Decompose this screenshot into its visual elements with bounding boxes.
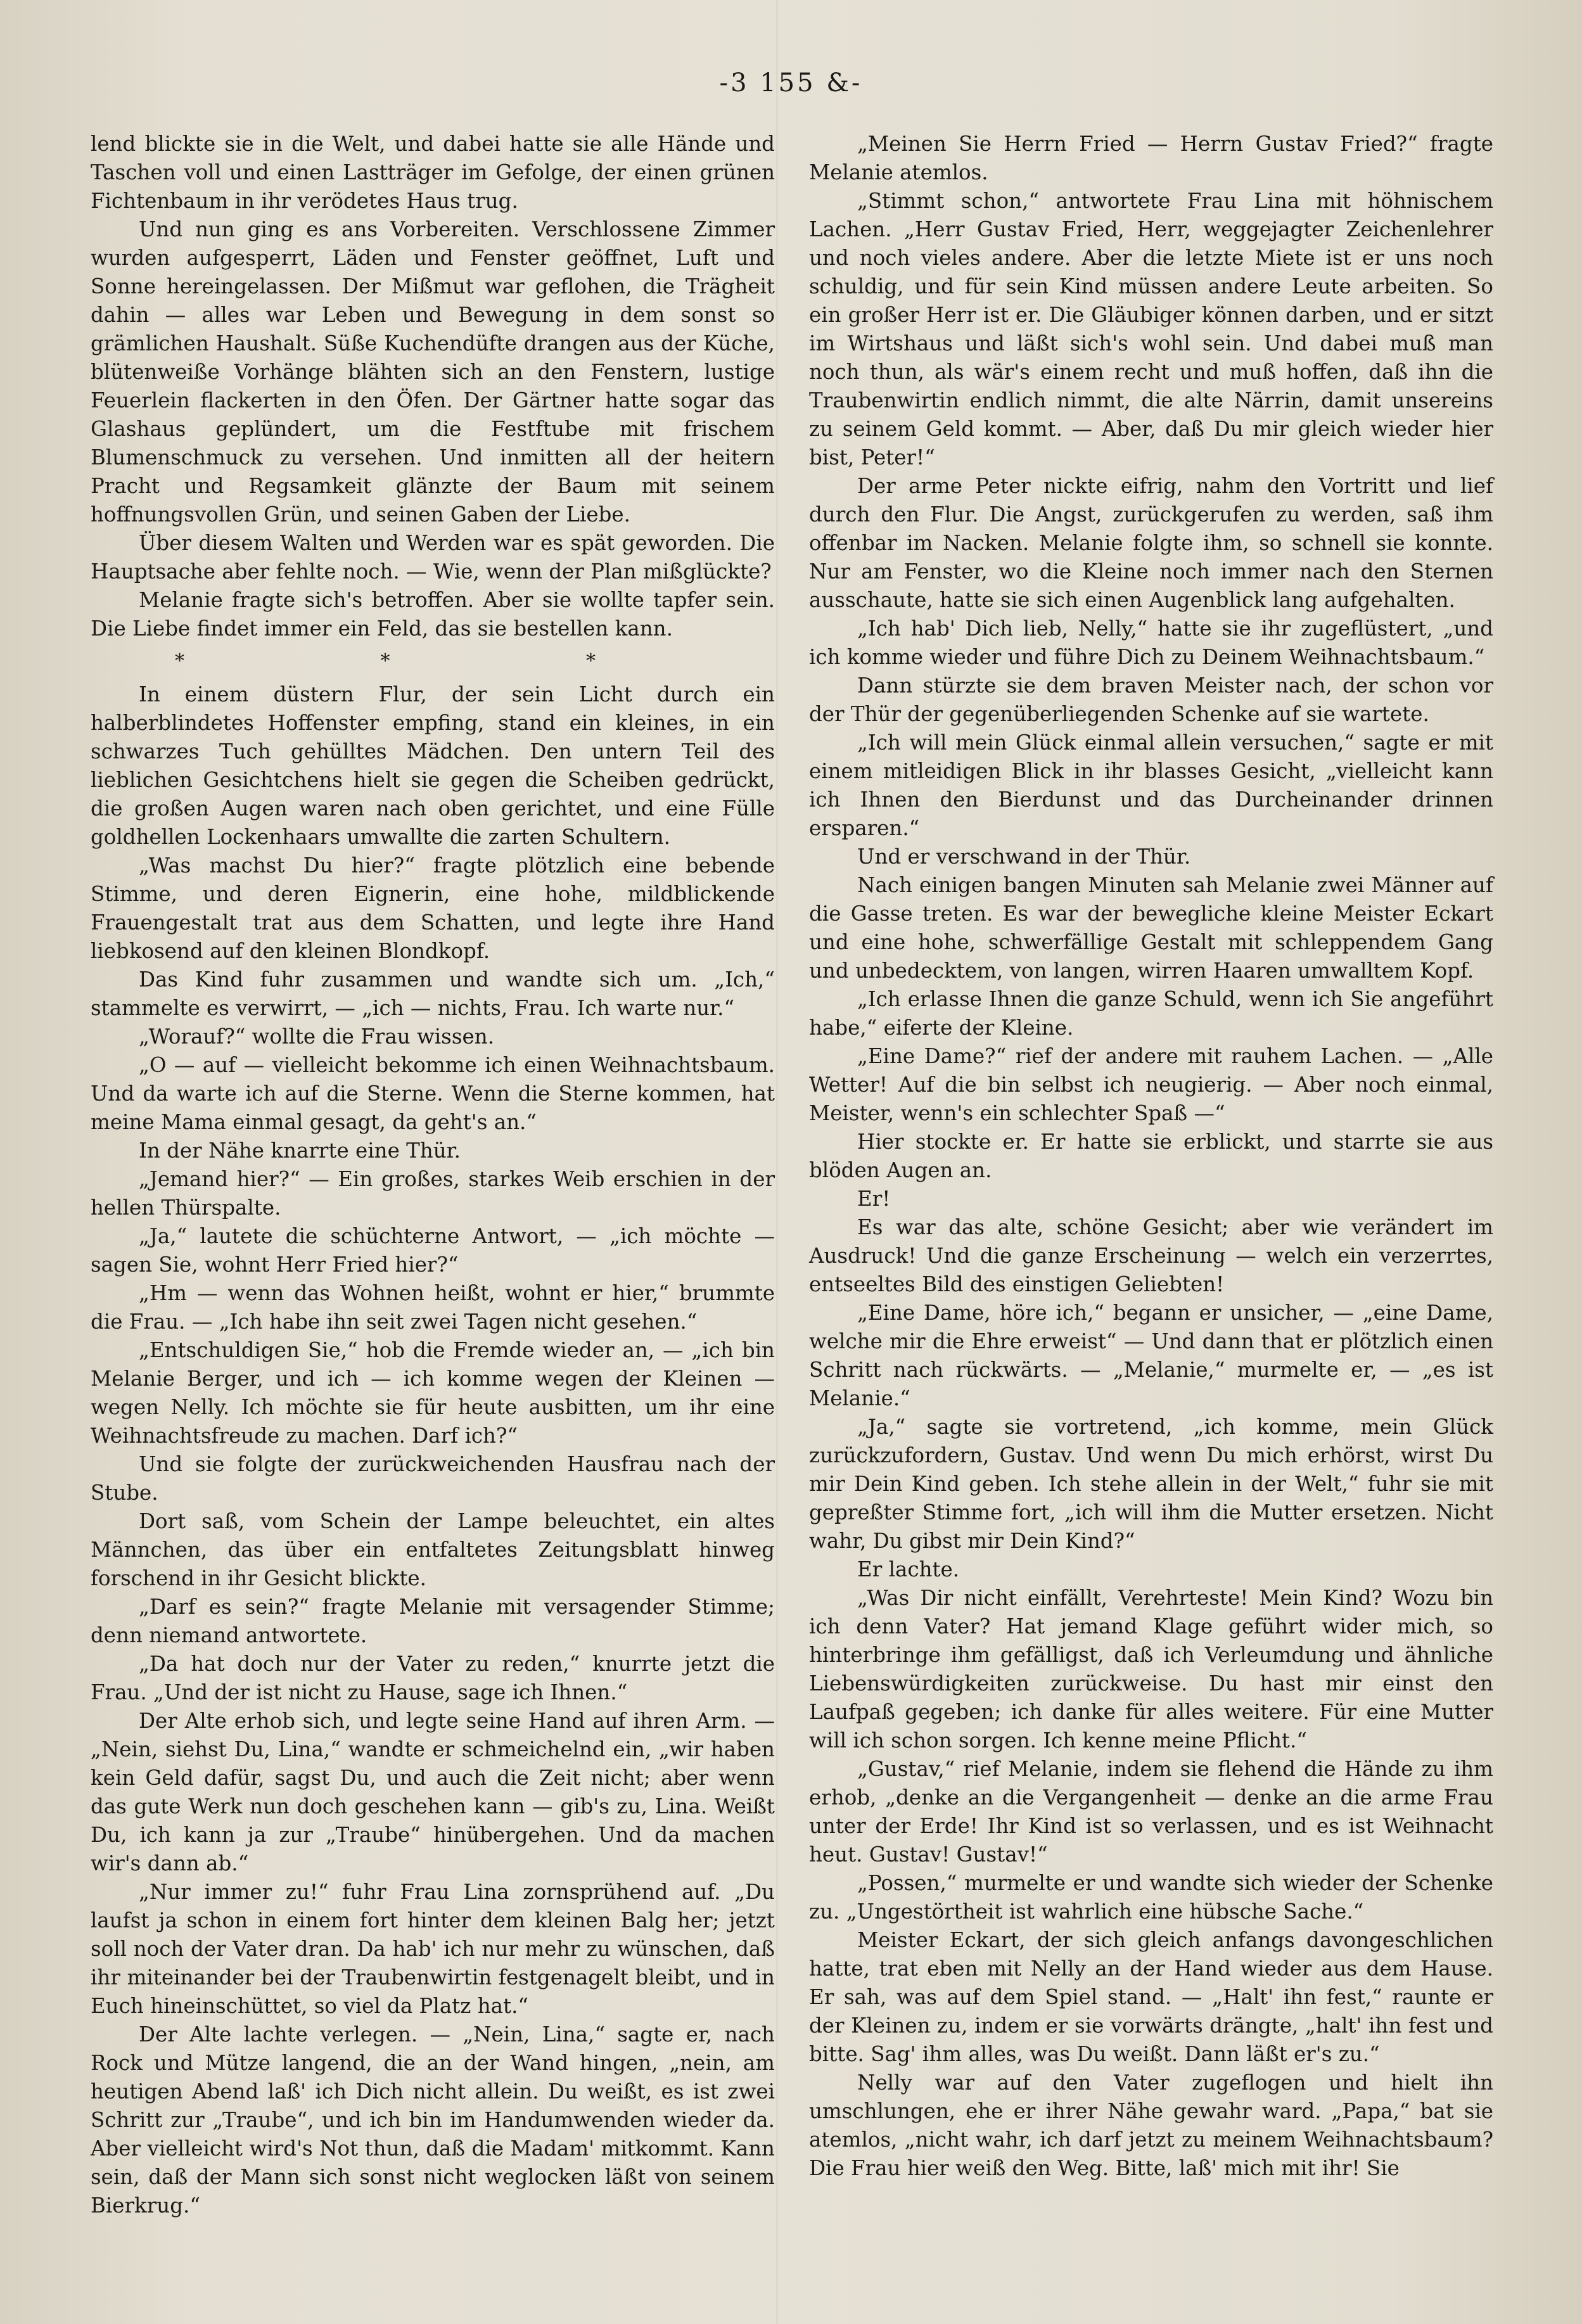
paragraph: Meister Eckart, der sich gleich anfangs davongeschlichen hatte, trat eben mit Nelly an der Hand wieder aus dem Hause. Er sah, was auf dem Spiel stand. — „Halt' ihn fest,“ raunte er der Kleinen zu, indem er sie vorwärts drängte, „halt' ihn fest und bitte. Sag' ihm alles, was Du weißt. Dann läßt er's zu.“ [809, 1928, 1493, 2066]
paragraph: „Gustav,“ rief Melanie, indem sie flehend die Hände zu ihm erhob, „denke an die Vergangenheit — denke an die arme Frau unter der Erde! Ihr Kind ist so verlassen, und es ist Weihnacht heut. Gustav! Gustav!“ [809, 1757, 1493, 1867]
paragraph: Hier stockte er. Er hatte sie erblickt, und starrte sie aus blöden Augen an. [809, 1130, 1493, 1182]
paragraph: „Jemand hier?“ — Ein großes, starkes Weib erschien in der hellen Thürspalte. [91, 1167, 775, 1220]
paragraph: Der arme Peter nickte eifrig, nahm den Vortritt und lief durch den Flur. Die Angst, zurückgerufen zu werden, saß ihm offenbar im Nacken. Melanie folgte ihm, so schnell sie konnte. Nur am Fenster, wo die Kleine noch immer nach den Sternen ausschaute, hatte sie sich einen Augenblick lang aufgehalten. [809, 474, 1493, 612]
paragraph: Es war das alte, schöne Gesicht; aber wie verändert im Ausdruck! Und die ganze Erscheinung — welch ein verzerrtes, entseeltes Bild des einstigen Geliebten! [809, 1215, 1493, 1296]
paragraph: „Was Dir nicht einfällt, Verehrteste! Mein Kind? Wozu bin ich denn Vater? Hat jemand Klage geführt wider mich, so hinterbringe ihm gefälligst, daß ich Verleumdung und ähnliche Liebenswürdigkeiten zurückweise. Du hast mir einst den Laufpaß gegeben; ich danke für alles weitere. Für eine Mutter will ich schon sorgen. Ich kenne meine Pflicht.“ [809, 1586, 1493, 1753]
paragraph: Und sie folgte der zurückweichenden Hausfrau nach der Stube. [91, 1452, 775, 1505]
paragraph: Der Alte erhob sich, und legte seine Hand auf ihren Arm. — „Nein, siehst Du, Lina,“ wandte er schmeichelnd ein, „wir haben kein Geld dafür, sagst Du, und auch die Zeit nicht; aber wenn das gute Werk nun doch geschehen kann — gib's zu, Lina. Weißt Du, ich kann ja zur „Traube“ hinübergehen. Und da machen wir's dann ab.“ [91, 1709, 775, 1875]
paragraph: „Ich will mein Glück einmal allein versuchen,“ sagte er mit einem mitleidigen Blick in ihr blasses Gesicht, „vielleicht kann ich Ihnen den Bierdunst und das Durcheinander drinnen ersparen.“ [809, 731, 1493, 840]
paragraph: Melanie fragte sich's betroffen. Aber sie wollte tapfer sein. Die Liebe findet immer ein Feld, das sie bestellen kann. [91, 588, 775, 641]
page-fold [776, 0, 778, 2324]
paragraph: „Possen,“ murmelte er und wandte sich wieder der Schenke zu. „Ungestörtheit ist wahrlich eine hübsche Sache.“ [809, 1871, 1493, 1924]
paragraph: „Nur immer zu!“ fuhr Frau Lina zornsprühend auf. „Du laufst ja schon in einem fort hinter dem kleinen Balg her; jetzt soll noch der Vater dran. Da hab' ich nur mehr zu wünschen, daß ihr miteinander bei der Traubenwirtin festgenagelt bleibt, und in Euch hineinschüttet, so viel da Platz hat.“ [91, 1880, 775, 2018]
paragraph: Der Alte lachte verlegen. — „Nein, Lina,“ sagte er, nach Rock und Mütze langend, die an der Wand hingen, „nein, am heutigen Abend laß' ich Dich nicht allein. Du weißt, es ist zwei Schritt zur „Traube“, und ich bin im Handumwenden wieder da. Aber vielleicht wird's Not thun, daß die Madam' mitkommt. Kann sein, daß der Mann sich sonst nicht weglocken läßt von seinem Bierkrug.“ [91, 2022, 775, 2218]
paragraph: „Darf es sein?“ fragte Melanie mit versagender Stimme; denn niemand antwortete. [91, 1595, 775, 1647]
paragraph: Dann stürzte sie dem braven Meister nach, der schon vor der Thür der gegenüberliegenden Schenke auf sie wartete. [809, 674, 1493, 726]
paragraph: In der Nähe knarrte eine Thür. [139, 1139, 461, 1163]
paragraph: „Entschuldigen Sie,“ hob die Fremde wieder an, — „ich bin Melanie Berger, und ich — ich komme wegen der Kleinen — wegen Nelly. Ich möchte sie für heute ausbitten, um ihr eine Weihnachtsfreude zu machen. Darf ich?“ [91, 1338, 775, 1448]
paragraph: Über diesem Walten und Werden war es spät geworden. Die Hauptsache aber fehlte noch. — Wie, wenn der Plan mißglückte? [91, 531, 775, 584]
paragraph: Nelly war auf den Vater zugeflogen und hielt ihn umschlungen, ehe er ihrer Nähe gewahr ward. „Papa,“ bat sie atemlos, „nicht wahr, ich darf jetzt zu meinem Weihnachtsbaum? Die Frau hier weiß den Weg. Bitte, laß' mich mit ihr! Sie [809, 2071, 1493, 2180]
paragraph: Nach einigen bangen Minuten sah Melanie zwei Männer auf die Gasse treten. Es war der bewegliche kleine Meister Eckart und eine hohe, schwerfällige Gestalt mit schleppendem Gang und unbedecktem, von langen, wirren Haaren umwalltem Kopf. [809, 873, 1493, 983]
paragraph: Er lachte. [857, 1557, 960, 1581]
paragraph: „Ich erlasse Ihnen die ganze Schuld, wenn ich Sie angeführt habe,“ eiferte der Kleine. [809, 987, 1493, 1040]
paragraph: „Eine Dame, höre ich,“ begann er unsicher, — „eine Dame, welche mir die Ehre erweist“ — Und dann that er plötzlich einen Schritt nach rückwärts. — „Melanie,“ murmelte er, — „es ist Melanie.“ [809, 1301, 1493, 1410]
right-column [809, 130, 1493, 2183]
paragraph: Das Kind fuhr zusammen und wandte sich um. „Ich,“ stammelte es verwirrt, — „ich — nichts, Frau. Ich warte nur.“ [91, 967, 775, 1020]
paragraph: „Da hat doch nur der Vater zu reden,“ knurrte jetzt die Frau. „Und der ist nicht zu Hause, sage ich Ihnen.“ [91, 1652, 775, 1704]
left-column [91, 130, 775, 2220]
paragraph: „Meinen Sie Herrn Fried — Herrn Gustav Fried?“ fragte Melanie atemlos. [809, 132, 1493, 184]
paragraph: „Hm — wenn das Wohnen heißt, wohnt er hier,“ brummte die Frau. — „Ich habe ihn seit zwei Tagen nicht gesehen.“ [91, 1281, 775, 1334]
paragraph: „Ja,“ sagte sie vortretend, „ich komme, mein Glück zurückzufordern, Gustav. Und wenn Du mich erhörst, wirst Du mir Dein Kind geben. Ich stehe allein in der Welt,“ fuhr sie mit gepreßter Stimme fort, „ich will ihm die Mutter ersetzen. Nicht wahr, Du gibst mir Dein Kind?“ [809, 1415, 1493, 1553]
paragraph: Er! [857, 1187, 891, 1211]
paragraph: In einem düstern Flur, der sein Licht durch ein halberblindetes Hoffenster empfing, stand ein kleines, in ein schwarzes Tuch gehülltes Mädchen. Den untern Teil des lieblichen Gesichtchens hielt sie gegen die Scheiben gedrückt, die großen Augen waren nach oben gerichtet, und eine Fülle goldhellen Lockenhaars umwallte die zarten Schultern. [91, 682, 775, 849]
paragraph: „Ja,“ lautete die schüchterne Antwort, — „ich möchte — sagen Sie, wohnt Herr Fried hier?“ [91, 1224, 775, 1277]
paragraph: „Stimmt schon,“ antwortete Frau Lina mit höhnischem Lachen. „Herr Gustav Fried, Herr, weggejagter Zeichenlehrer und noch vieles andere. Aber die letzte Miete ist er uns noch schuldig, und für sein Kind müssen andere Leute arbeiten. So ein großer Herr ist er. Die Gläubiger können darben, und er sitzt im Wirtshaus und läßt sich's wohl sein. Und dabei muß man noch thun, als wär's einem recht und muß hoffen, daß ihn die Traubenwirtin endlich nimmt, die alte Närrin, damit unsereins zu seinem Geld kommt. — Aber, daß Du mir gleich wieder hier bist, Peter!“ [809, 189, 1493, 469]
paragraph: „Eine Dame?“ rief der andere mit rauhem Lachen. — „Alle Wetter! Auf die bin selbst ich neugierig. — Aber noch einmal, Meister, wenn's ein schlechter Spaß —“ [809, 1044, 1493, 1125]
ornament-left: -3 [719, 68, 750, 98]
paragraph: Und nun ging es ans Vorbereiten. Verschlossene Zimmer wurden aufgesperrt, Läden und Fenster geöffnet, Luft und Sonne hereingelassen. Der Mißmut war geflohen, die Trägheit dahin — alles war Leben und Bewegung in dem sonst so grämlichen Haushalt. Süße Kuchendüfte drangen aus der Küche, blütenweiße Vorhänge blähten sich an den Fenstern, lustige Feuerlein flackerten in den Öfen. Der Gärtner hatte sogar das Glashaus geplündert, um die Festftube mit frischem Blumenschmuck zu versehen. Und inmitten all der heitern Pracht und Regsamkeit glänzte der Baum mit seinem hoffnungsvollen Grün, und seinen Gaben der Liebe. [91, 217, 775, 527]
paragraph: lend blickte sie in die Welt, und dabei hatte sie alle Hände und Taschen voll und einen Lastträger im Gefolge, der einen grünen Fichtenbaum in ihr verödetes Haus trug. [91, 132, 775, 213]
paragraph: Und er verschwand in der Thür. [857, 845, 1191, 869]
paragraph: Dort saß, vom Schein der Lampe beleuchtet, ein altes Männchen, das über ein entfaltetes Zeitungsblatt hinweg forschend in ihr Gesicht blickte. [91, 1509, 775, 1590]
paragraph: „O — auf — vielleicht bekomme ich einen Weihnachtsbaum. Und da warte ich auf die Sterne. Wenn die Sterne kommen, hat meine Mama einmal gesagt, da geht's an.“ [91, 1053, 775, 1134]
paragraph: „Worauf?“ wollte die Frau wissen. [139, 1025, 495, 1049]
section-divider: * * * [174, 650, 691, 672]
paragraph: „Was machst Du hier?“ fragte plötzlich eine bebende Stimme, und deren Eignerin, eine hohe, mildblickende Frauengestalt trat aus dem Schatten, und legte ihre Hand liebkosend auf den kleinen Blondkopf. [91, 853, 775, 963]
page-number-line [0, 68, 1582, 98]
paragraph: „Ich hab' Dich lieb, Nelly,“ hatte sie ihr zugeflüstert, „und ich komme wieder und führe Dich zu Deinem Weihnachtsbaum.“ [809, 616, 1493, 669]
page-number: 155 [760, 68, 816, 98]
ornament-right: &- [826, 68, 863, 98]
